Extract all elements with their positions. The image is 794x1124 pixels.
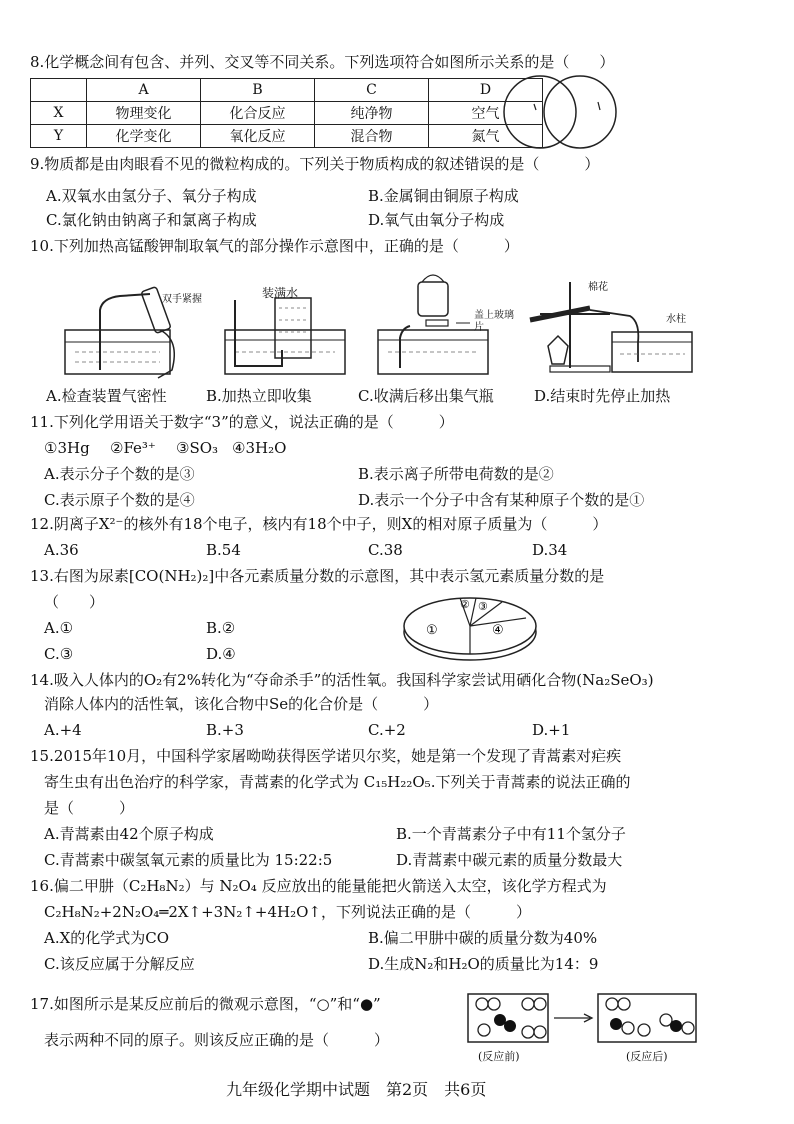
q8-cell: 氧化反应 — [201, 125, 315, 148]
pie-label-4: ④ — [492, 623, 504, 638]
q12-option-d: D.34 — [532, 541, 568, 559]
q10-label-hand: 双手紧握 — [162, 294, 202, 305]
q8-cell: 化学变化 — [87, 125, 201, 148]
q15-option-b: B.一个青蒿素分子中有11个氢分子 — [396, 825, 626, 843]
q8-header-c: C — [315, 79, 429, 102]
page-footer: 九年级化学期中试题 第2页 共6页 — [226, 1080, 487, 1099]
q17-line1: 17.如图所示是某反应前后的微观示意图，“○”和“●” — [30, 995, 381, 1013]
venn-diagram — [498, 72, 618, 156]
q10-label-column: 水柱 — [666, 314, 686, 325]
q12-option-a: A.36 — [44, 541, 79, 559]
pie-label-1: ① — [426, 623, 438, 638]
q17-after-label: (反应后) — [626, 1050, 668, 1063]
q9-option-b: B.金属铜由铜原子构成 — [368, 187, 519, 205]
q16-option-b: B.偏二甲肼中碳的质量分数为40% — [368, 929, 598, 947]
q16-option-a: A.X的化学式为CO — [44, 929, 170, 947]
q9-option-c: C.氯化钠由钠离子和氯离子构成 — [46, 211, 257, 229]
q8-header-d: D — [429, 79, 543, 102]
q13-option-a: A.① — [44, 619, 74, 637]
q11-item-3: ③SO₃ — [176, 439, 219, 457]
q8-header-b: B — [201, 79, 315, 102]
q15-option-c: C.青蒿素中碳氢氧元素的质量比为 15:22:5 — [44, 851, 333, 869]
q10-option-c: C.收满后移出集气瓶 — [358, 387, 494, 405]
q15-line3: 是（ ） — [44, 799, 135, 817]
q16-line1: 16.偏二甲肼（C₂H₈N₂）与 N₂O₄ 反应放出的能量能把火箭送入太空，该化学方程式为 — [30, 877, 607, 895]
q9-stem: 9.物质都是由肉眼看不见的微粒构成的。下列关于物质构成的叙述错误的是（ ） — [30, 155, 600, 173]
q11-option-d: D.表示一个分子中含有某种原子个数的是① — [358, 491, 645, 509]
q10-stem: 10.下列加热高锰酸钾制取氧气的部分操作示意图中，正确的是（ ） — [30, 237, 519, 255]
q11-option-b: B.表示离子所带电荷数的是② — [358, 465, 554, 483]
q10-label-glass: 盖上玻璃片 — [474, 310, 514, 333]
pie-label-2: ② — [460, 598, 470, 611]
q8-cell: 化合反应 — [201, 102, 315, 125]
q8-stem: 8.化学概念间有包含、并列、交叉等不同关系。下列选项符合如图所示关系的是（ ） — [30, 53, 615, 71]
q8-cell: Y — [31, 125, 87, 148]
q14-option-c: C.+2 — [368, 721, 406, 739]
q16-option-d: D.生成N₂和H₂O的质量比为14：9 — [368, 955, 599, 973]
q11-item-4: ④3H₂O — [232, 439, 287, 457]
q13-option-b: B.② — [206, 619, 236, 637]
q8-cell: X — [31, 102, 87, 125]
q8-table — [30, 78, 543, 148]
q12-stem: 12.阴离子X²⁻的核外有18个电子，核内有18个中子，则X的相对原子质量为（ ） — [30, 515, 608, 533]
q8-header-empty — [31, 79, 87, 102]
pie-label-3: ③ — [478, 600, 488, 613]
q14-line2: 消除人体内的活性氧，该化合物中Se的化合价是（ ） — [44, 695, 439, 713]
q10-option-a: A.检查装置气密性 — [46, 387, 167, 405]
q15-option-a: A.青蒿素由42个原子构成 — [44, 825, 214, 843]
q16-line2: C₂H₈N₂+2N₂O₄═2X↑+3N₂↑+4H₂O↑，下列说法正确的是（ ） — [44, 903, 531, 921]
q14-option-a: A.+4 — [44, 721, 82, 739]
q10-label-cotton: 棉花 — [588, 282, 608, 293]
q8-table-header-row — [31, 79, 543, 102]
q11-option-a: A.表示分子个数的是③ — [44, 465, 195, 483]
q8-table-row-y — [31, 125, 543, 148]
q11-option-c: C.表示原子个数的是④ — [44, 491, 195, 509]
q13-option-c: C.③ — [44, 645, 74, 663]
q15-line1: 15.2015年10月，中国科学家屠呦呦获得医学诺贝尔奖，她是第一个发现了青蒿素对疟疾 — [30, 747, 622, 765]
q8-header-a: A — [87, 79, 201, 102]
q16-option-c: C.该反应属于分解反应 — [44, 955, 195, 973]
q9-option-d: D.氧气由氧分子构成 — [368, 211, 505, 229]
q10-figure-d — [520, 272, 700, 380]
q8-cell: 氮气 — [429, 125, 543, 148]
q8-cell: 混合物 — [315, 125, 429, 148]
q12-option-c: C.38 — [368, 541, 403, 559]
q14-option-d: D.+1 — [532, 721, 571, 739]
q11-stem: 11.下列化学用语关于数字“3”的意义，说法正确的是（ ） — [30, 413, 454, 431]
q10-label-water: 装满水 — [262, 286, 299, 300]
q17-line2: 表示两种不同的原子。则该反应正确的是（ ） — [44, 1031, 390, 1049]
q11-item-1: ①3Hg — [44, 439, 90, 457]
q14-line1: 14.吸入人体内的O₂有2%转化为“夺命杀手”的活性氧。我国科学家尝试用硒化合物(Na₂SeO₃) — [30, 671, 654, 689]
q15-option-d: D.青蒿素中碳元素的质量分数最大 — [396, 851, 623, 869]
q10-option-d: D.结束时先停止加热 — [534, 387, 671, 405]
q8-cell: 纯净物 — [315, 102, 429, 125]
q13-pie-figure — [398, 586, 548, 666]
q14-option-b: B.+3 — [206, 721, 244, 739]
q17-before-label: (反应前) — [478, 1050, 520, 1063]
q13-blank: （ ） — [44, 593, 105, 611]
q13-stem: 13.右图为尿素[CO(NH₂)₂]中各元素质量分数的示意图，其中表示氢元素质量分数的是 — [30, 567, 605, 585]
q9-option-a: A.双氧水由氢分子、氧分子构成 — [46, 187, 257, 205]
q15-line2: 寄生虫有出色治疗的科学家，青蒿素的化学式为 C₁₅H₂₂O₅.下列关于青蒿素的说法正确的 — [44, 773, 631, 791]
q13-option-d: D.④ — [206, 645, 236, 663]
q8-table-row-x — [31, 102, 543, 125]
q17-reaction-figure — [466, 990, 706, 1054]
q8-cell: 物理变化 — [87, 102, 201, 125]
q11-item-2: ②Fe³⁺ — [110, 439, 156, 457]
q10-option-b: B.加热立即收集 — [206, 387, 312, 405]
q12-option-b: B.54 — [206, 541, 241, 559]
q8-cell: 空气 — [429, 102, 543, 125]
